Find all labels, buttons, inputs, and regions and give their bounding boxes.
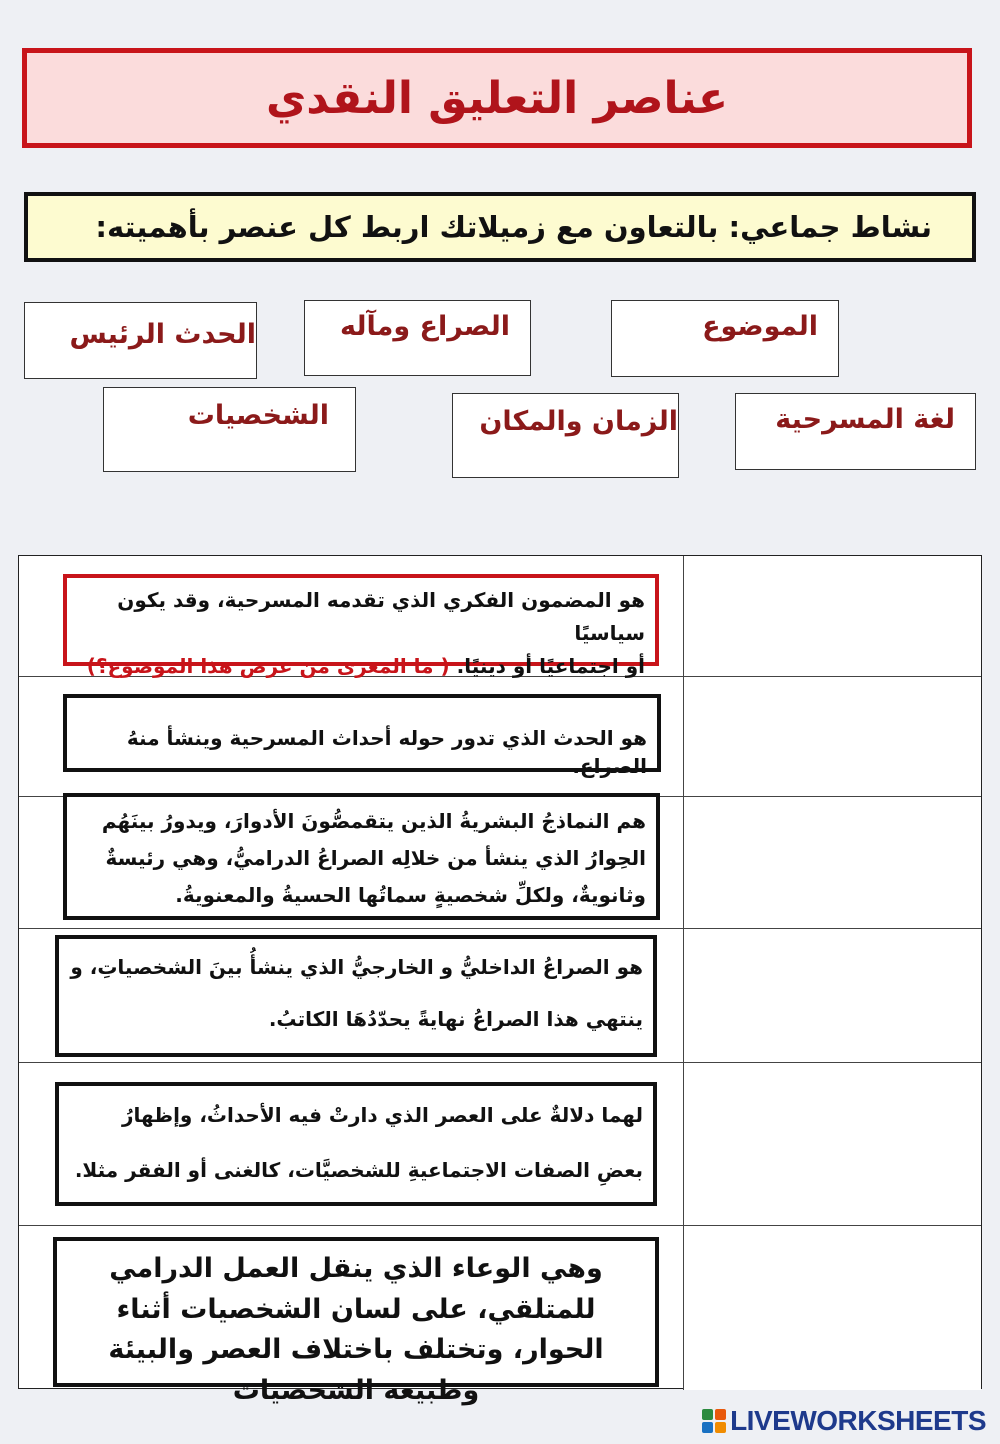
answer-drop-zone-4[interactable] — [683, 929, 981, 1062]
definition-main-event: هو الحدث الذي تدور حوله أحداث المسرحية وينشأ منهُ الصراع. — [63, 694, 661, 772]
answer-drop-zone-2[interactable] — [683, 677, 981, 796]
table-row — [19, 797, 981, 929]
answer-drop-zone-3[interactable] — [683, 797, 981, 928]
matching-table — [18, 555, 982, 1406]
answer-drop-zone-5[interactable] — [683, 1063, 981, 1225]
logo-text: LIVEWORKSHEETS — [730, 1405, 986, 1436]
drag-item-language[interactable]: لغة المسرحية — [735, 393, 976, 470]
instruction-text: نشاط جماعي: بالتعاون مع زميلاتك اربط كل عنصر بأهميته: — [95, 210, 932, 244]
drag-item-time-place[interactable]: الزمان والمكان — [452, 393, 679, 478]
table-row — [19, 677, 981, 797]
logo-icon — [702, 1409, 726, 1433]
table-row — [19, 556, 981, 677]
definition-language: وهي الوعاء الذي ينقل العمل الدرامي للمتلقي، على لسان الشخصيات أثناء الحوار، وتختلف باختلاف العصر والبيئة وطبيعة الشخصيات — [53, 1237, 659, 1387]
drag-item-main-event[interactable]: الحدث الرئيس — [24, 302, 257, 379]
liveworksheets-logo — [702, 1404, 986, 1438]
worksheet-title: عناصر التعليق النقدي — [265, 72, 729, 124]
answer-drop-zone-6[interactable] — [683, 1226, 981, 1390]
drag-item-theme[interactable]: الموضوع — [611, 300, 839, 377]
drag-item-conflict[interactable]: الصراع ومآله — [304, 300, 531, 376]
drag-item-characters[interactable]: الشخصيات — [103, 387, 356, 472]
definition-theme: هو المضمون الفكري الذي تقدمه المسرحية، وقد يكون سياسيًا أو اجتماعيًا أو دينيًا. ( ما المغزى من عرض هذا الموضوع؟) — [63, 574, 659, 666]
table-row — [19, 929, 981, 1063]
answer-drop-zone-1[interactable] — [683, 556, 981, 676]
worksheet-title-box — [22, 48, 972, 148]
definition-conflict: هو الصراعُ الداخليُّ و الخارجيُّ الذي ينشأُ بينَ الشخصياتِ، و ينتهي هذا الصراعُ نهايةً يحدّدُهَا الكاتبُ. — [55, 935, 657, 1057]
table-row — [19, 1063, 981, 1226]
definition-hint: ( ما المغزى من عرض هذا الموضوع؟) — [86, 654, 450, 678]
table-row — [19, 1226, 981, 1406]
instruction-box — [24, 192, 976, 262]
definition-characters: هم النماذجُ البشريةُ الذين يتقمصُّونَ الأدوارَ، ويدورُ بينَهُم الحِوارُ الذي ينشأ من خلالِه الصراعُ الدراميُّ، وهي رئيسةٌ وثانويةٌ، ولكلِّ شخصيةٍ سماتُها الحسيةُ والمعنويةُ. — [63, 793, 660, 920]
definition-time-place: لهما دلالةٌ على العصر الذي دارتْ فيه الأحداثُ، وإظهارُ بعضِ الصفات الاجتماعيةِ للشخصيَّات، كالغنى أو الفقر مثلا. — [55, 1082, 657, 1206]
